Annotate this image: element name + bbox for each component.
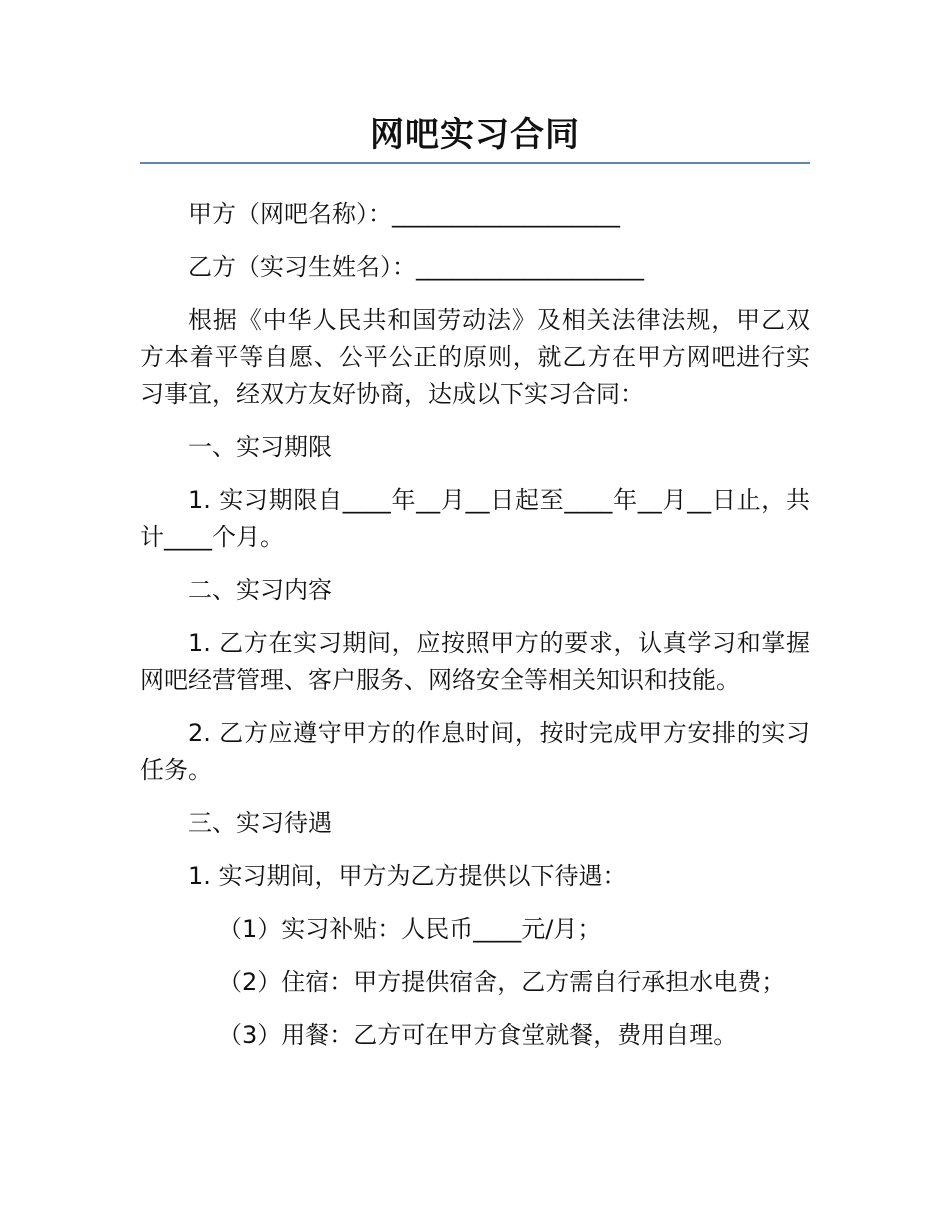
document-title: 网吧实习合同	[370, 115, 580, 155]
clause-paragraph: 1. 乙方在实习期间，应按照甲方的要求，认真学习和掌握网吧经营管理、客户服务、网络安全等相关知识和技能。	[140, 629, 810, 694]
title-underline	[140, 162, 810, 164]
section-heading: 二、实习内容	[188, 576, 332, 604]
party-b-line: 乙方（实习生姓名）：___________________	[188, 253, 644, 281]
section-heading: 一、实习期限	[188, 433, 332, 461]
clause-paragraph: 2. 乙方应遵守甲方的作息时间，按时完成甲方安排的实习任务。	[140, 719, 810, 784]
clause-paragraph: 1. 实习期间，甲方为乙方提供以下待遇：	[188, 862, 627, 890]
document-body	[140, 196, 810, 1070]
sub-clause: （1）实习补贴：人民币____元/月；	[218, 915, 602, 943]
clause-paragraph: 1. 实习期限自____年__月__日起至____年__月__日止，共计____个月。	[140, 486, 810, 551]
sub-clause: （3）用餐：乙方可在甲方食堂就餐，费用自理。	[218, 1021, 738, 1049]
party-a-line: 甲方（网吧名称）：___________________	[188, 200, 620, 228]
sub-clause: （2）住宿：甲方提供宿舍，乙方需自行承担水电费；	[218, 968, 786, 996]
intro-paragraph: 根据《中华人民共和国劳动法》及相关法律法规，甲乙双方本着平等自愿、公平公正的原则，就乙方在甲方网吧进行实习事宜，经双方友好协商，达成以下实习合同：	[140, 306, 810, 408]
section-heading: 三、实习待遇	[188, 809, 332, 837]
